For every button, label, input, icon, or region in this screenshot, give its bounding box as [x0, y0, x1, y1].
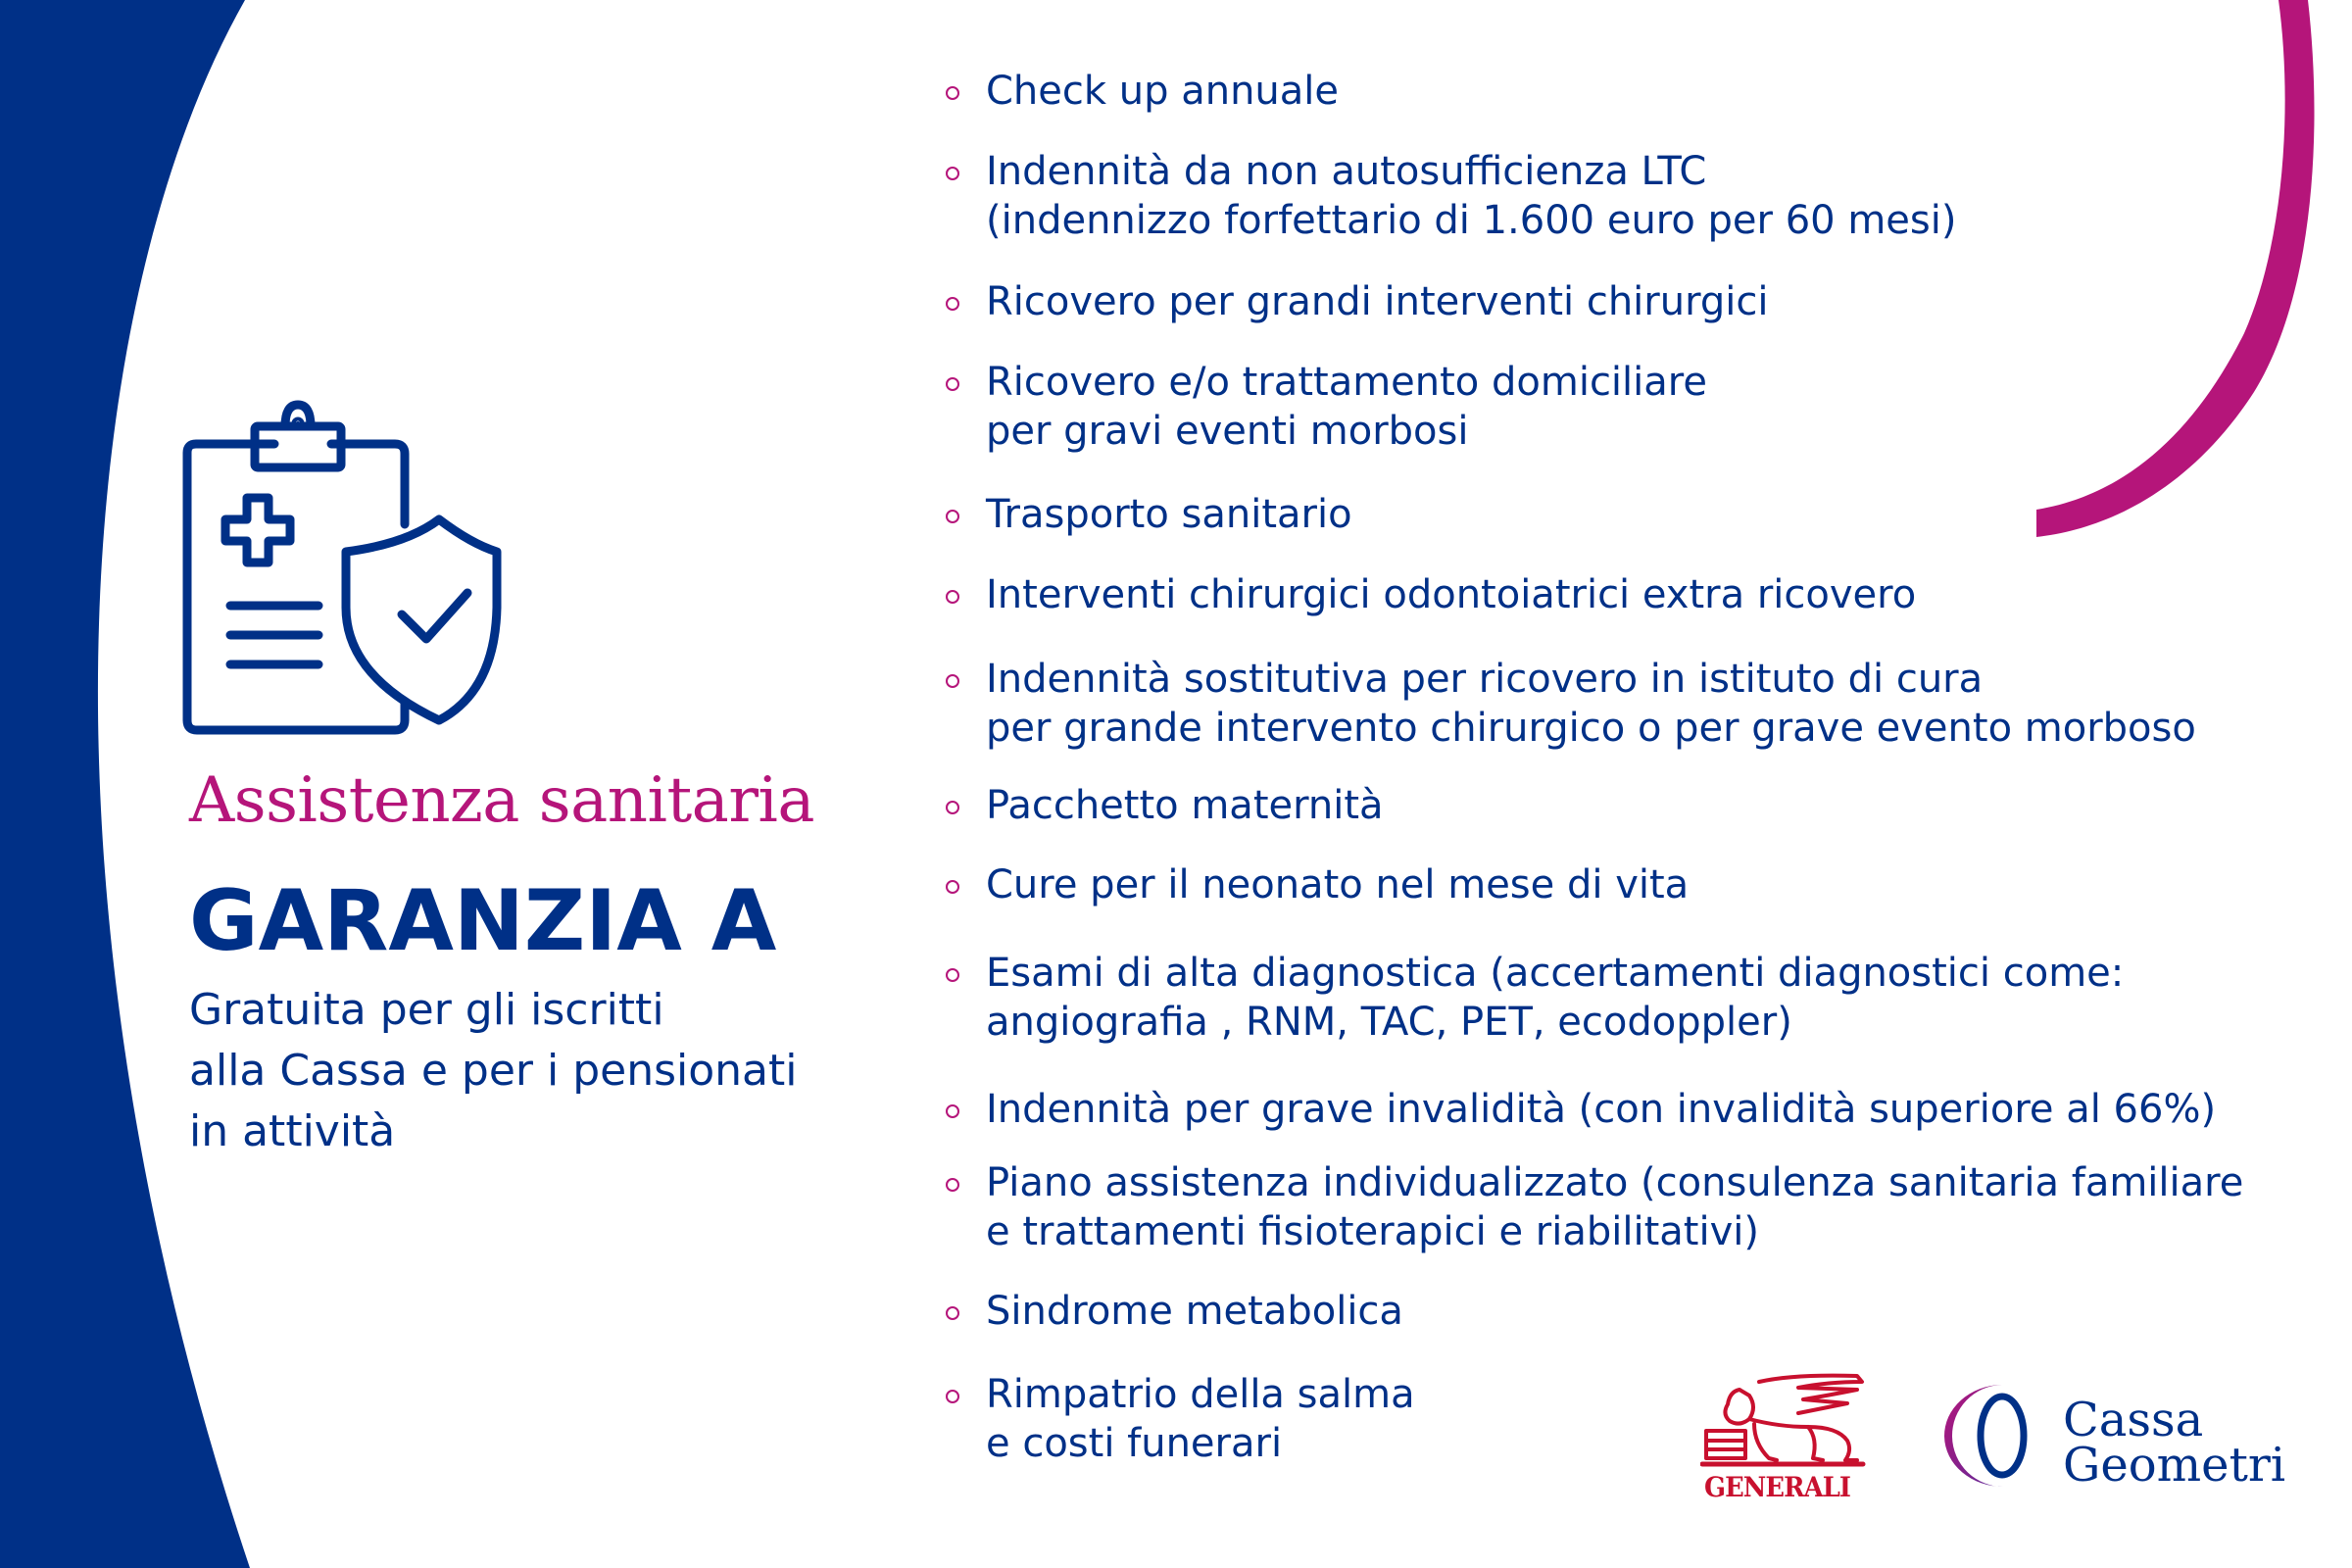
- description-line: Gratuita per gli iscritti: [189, 985, 664, 1035]
- bullet-icon: [946, 880, 959, 894]
- list-item-text: Piano assistenza individualizzato (consulenza sanitaria familiare: [986, 1160, 2244, 1205]
- cassa-logo-text: Cassa: [2063, 1393, 2204, 1447]
- bullet-icon: [946, 86, 959, 100]
- list-item-text: Cure per il neonato nel mese di vita: [986, 862, 1690, 907]
- list-item-text: per gravi eventi morbosi: [986, 409, 1469, 454]
- list-item-text: angiografia , RNM, TAC, PET, ecodoppler): [986, 1000, 1792, 1045]
- bullet-icon: [946, 1306, 959, 1320]
- description: [189, 980, 875, 1162]
- generali-logo: [1700, 1370, 1867, 1502]
- list-item-text: Indennità da non autosufficienza LTC: [986, 149, 1707, 194]
- description-line: in attività: [189, 1106, 396, 1156]
- list-item-text: Ricovero per grandi interventi chirurgici: [986, 279, 1769, 324]
- bullet-icon: [946, 297, 959, 311]
- magenta-arc-shape: [2036, 0, 2315, 537]
- description-line: alla Cassa e per i pensionati: [189, 1046, 798, 1096]
- bullet-icon: [946, 510, 959, 523]
- bullet-icon: [946, 167, 959, 180]
- list-item-text: Sindrome metabolica: [986, 1289, 1403, 1334]
- list-item-text: Indennità per grave invalidità (con invalidità superiore al 66%): [986, 1087, 2217, 1132]
- section-subtitle: Assistenza sanitaria: [189, 764, 815, 837]
- list-item-text: Esami di alta diagnostica (accertamenti diagnostici come:: [986, 951, 2125, 996]
- page-title: GARANZIA A: [189, 872, 777, 970]
- bullet-icon: [946, 801, 959, 814]
- bullet-icon: [946, 1390, 959, 1403]
- list-item-text: (indennizzo forfettario di 1.600 euro per 60 mesi): [986, 198, 1957, 243]
- list-item-text: Ricovero e/o trattamento domiciliare: [986, 360, 1707, 405]
- list-item-text: Interventi chirurgici odontoiatrici extra ricovero: [986, 572, 1917, 617]
- list-item-text: per grande intervento chirurgico o per grave evento morboso: [986, 706, 2196, 751]
- cassa-geometri-logo: [1926, 1377, 2288, 1494]
- list-item-text: Rimpatrio della salma: [986, 1372, 1415, 1417]
- bullet-icon: [946, 674, 959, 688]
- generali-logo-text: GENERALI: [1704, 1471, 1851, 1503]
- bullet-icon: [946, 968, 959, 982]
- bullet-icon: [946, 377, 959, 391]
- bullet-icon: [946, 1104, 959, 1118]
- geometri-logo-text: Geometri: [2063, 1438, 2286, 1493]
- bullet-icon: [946, 590, 959, 604]
- list-item-text: Pacchetto maternità: [986, 783, 1384, 828]
- clipboard-medical-shield-icon: [181, 397, 505, 740]
- list-item-text: e costi funerari: [986, 1421, 1283, 1466]
- list-item-text: Indennità sostitutiva per ricovero in istituto di cura: [986, 657, 1984, 702]
- list-item-text: Check up annuale: [986, 69, 1340, 114]
- list-item-text: e trattamenti fisioterapici e riabilitativi): [986, 1209, 1759, 1254]
- bullet-icon: [946, 1178, 959, 1192]
- list-item-text: Trasporto sanitario: [986, 492, 1352, 537]
